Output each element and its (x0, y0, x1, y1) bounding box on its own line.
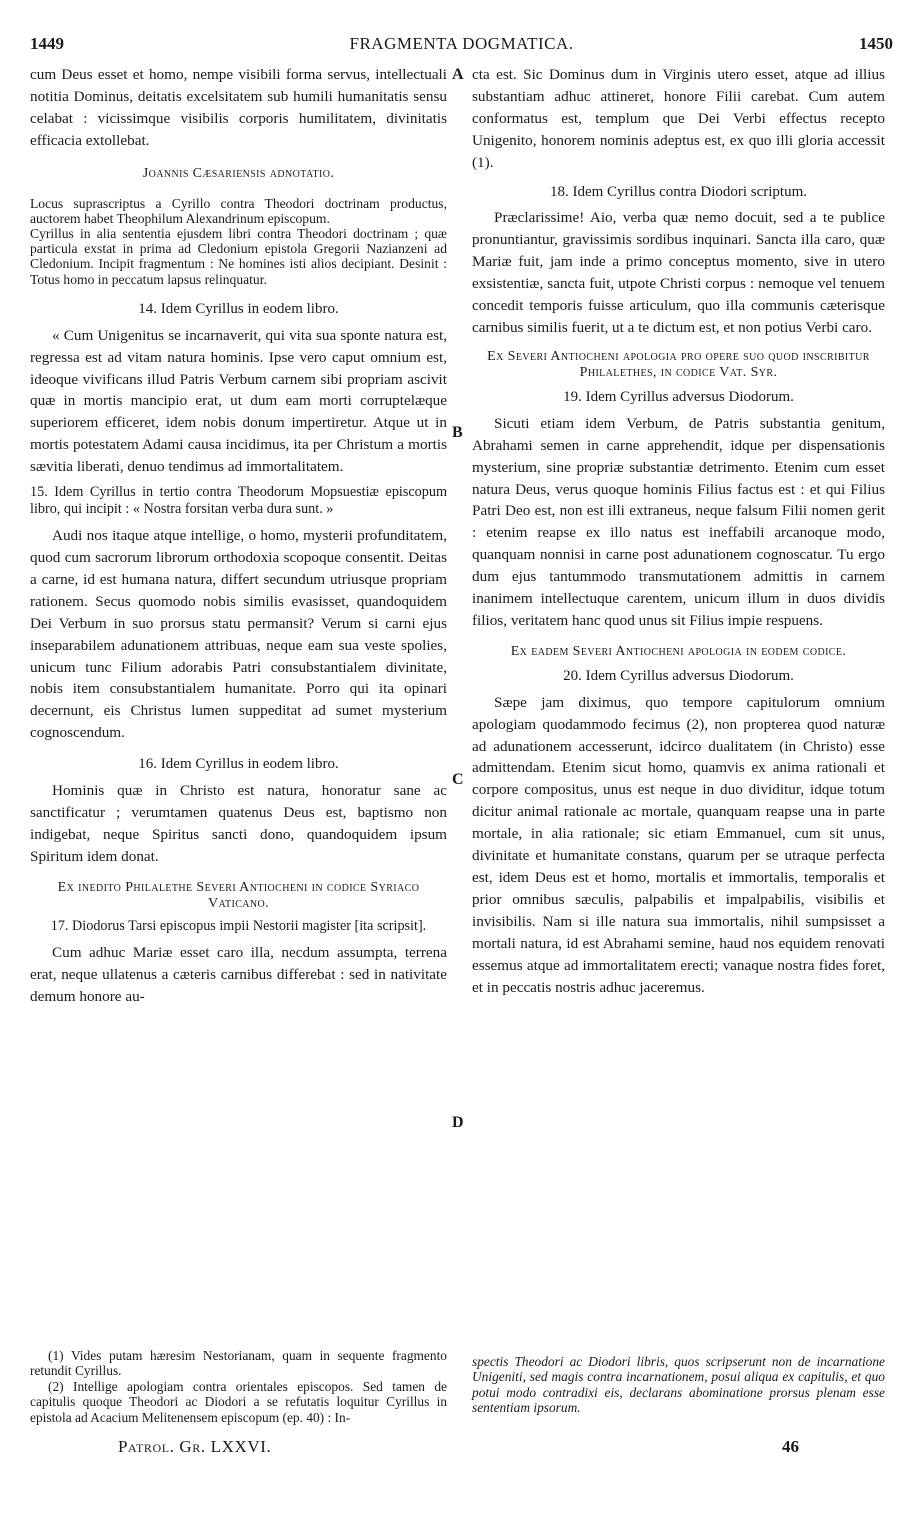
heading-fragment-15: 15. Idem Cyrillus in tertio contra Theodorum Mopsuestiæ episcopum libro, qui incipit : « Nostra forsitan verba dura sunt. » (30, 484, 447, 517)
heading-fragment-14: 14. Idem Cyrillus in eodem libro. (138, 300, 339, 317)
footnotes-left (30, 1348, 447, 1425)
heading-fragment-18: 18. Idem Cyrillus contra Diodori scriptum. (549, 183, 808, 200)
paragraph-intro: cum Deus esset et homo, nempe visibili forma servus, intellectuali notitia Dominus, deitatis excelsitatem sub humili humanitatis sensu celabat : vicissimque visibilis corporis humilitatem, divinitatis efficacia extollebat. (30, 66, 447, 149)
running-header (30, 34, 893, 58)
page-number-left: 1449 (30, 34, 64, 53)
margin-letter-c: C (452, 771, 464, 788)
margin-letter-b: B (452, 424, 463, 441)
margin-letter-d: D (452, 1114, 464, 1131)
paragraph-fragment-15: Audi nos itaque atque intellige, o homo, mysterii profunditatem, quod cum sacrorum librorum orthodoxia scopoque consentit. Deitas a carne, id est humana natura, differt secundum utriusque propriam rationem. Secus quomodo nobis similis evasisset, quandoquidem Dei Verbum in suo prorsus statu permansit? Verum si carni ejus inseparabilem adunationem attribuas, neque eam sua veste spolies, unicum tunc Filium adorabis Patri consubstantialem divinitate, nobis item consubstantialem humanitate. Porro qui ita opinari decernunt, eis Christus lumen suppeditat ad sumet mysterium cognoscendum. (30, 527, 447, 742)
paragraph-fragment-19: Sicuti etiam idem Verbum, de Patris substantia genitum, Abrahami semen in carne apprehendit, idque per dispensationis mysterium, sine propriæ substantiæ detrimento. Etenim cum esset natura Deus, verus quoque hominis Filius factus est : et qui Filius Patri Deo est, non est illi extraneus, neque falsum Filii nomen gerit : etenim reapse ex illo natus est ineffabili arcanoque modo, quanquam nonnisi in carne post adunationem cognoscatur. Tu ergo dum ejus tantummodo transmutationem admittis in carnem inanimem intellectuque carentem, unicum illum in duos dividis filios, veritatem hanc quod unus sit Filius impie respuens. (472, 414, 885, 629)
adnotatio-note-1: Locus suprascriptus a Cyrillo contra Theodori doctrinam productus, auctorem habet Theophilum Alexandrinum episcopum. (30, 195, 447, 226)
heading-fragment-20: 20. Idem Cyrillus adversus Diodorum. (563, 667, 794, 684)
paragraph-fragment-16: Hominis quæ in Christo est natura, honoratur sane ac sanctificatur ; verumtamen quatenus Deus est, baptismo non indigebat, neque Spiritus sancti dono, quandoquidem ipsum Spiritum idem donat. (30, 782, 447, 865)
adnotatio-block (30, 196, 447, 287)
page-number-right: 1450 (859, 34, 893, 53)
paragraph-continuation: cta est. Sic Dominus dum in Virginis utero esset, atque ad illius substantiam adhuc attineret, honore Filii carebat. Cum autem conformatus est, templum que Dei Verbi effectus recepto Unigenito, honorem nominis adeptus est, ex quo illi gloria accessit (1). (472, 66, 885, 171)
running-title: FRAGMENTA DOGMATICA. (349, 34, 574, 53)
paragraph-fragment-14: « Cum Unigenitus se incarnaverit, qui vita sua sponte natura est, regressa est ad vitam natura hominis. Ipse vero caput omnium est, ideoque vivificans illud Patris Verbum carnem sibi propriam ascivit quæ in mortis mancipio erat, ut dum eam morti corruptelæque superiorem efficeret, idem nobis donum impertiretur. Atque ut in mortis potestatem Adami causa incidimus, ita per Christum a mortis sævitia liberati, denuo tendimus ad immortalitatem. (30, 326, 447, 476)
footnote-2-continuation: spectis Theodori ac Diodori libris, quos scripserunt non de incarnatione Unigeniti, sed magis contra incarnationem, posui aliqua ex capitulis, et quo potui modo contradixi eis, declarans abominatione prorsus plenam esse sententiam ipsorum. (472, 1354, 885, 1416)
heading-ex-inedito: Ex inedito Philalethe Severi Antiocheni in codice Syriaco Vaticano. (57, 879, 420, 911)
heading-ex-severi-philalethes: Ex Severi Antiocheni apologia pro opere suo quod inscribitur Philalethes, in codice Vat. Syr. (487, 348, 870, 380)
adnotatio-note-2: Cyrillus in alia sententia ejusdem libri contra Theodori doctrinam ; quæ particula exstat in prima ad Cledonium epistola Gregorii Nazianzeni ad Cledonium. Incipit fragmentum : Ne homines isti alios decipiant. Desinit : Totus homo in peccatum lapsus relinquatur. (30, 226, 447, 287)
margin-letter-a: A (452, 66, 464, 83)
heading-fragment-16: 16. Idem Cyrillus in eodem libro. (138, 756, 339, 773)
paragraph-fragment-17: Cum adhuc Mariæ esset caro illa, necdum assumpta, terrena erat, neque ullatenus a cæteris carnibus differebat : sed in nativitate demum honore au- (30, 944, 447, 1005)
heading-fragment-19: 19. Idem Cyrillus adversus Diodorum. (563, 388, 794, 405)
left-column (30, 64, 447, 1008)
paragraph-fragment-20: Sæpe jam diximus, quo tempore capitulorum omnium apologiam quodammodo fecimus (2), non propterea quod naturæ ad adunationem accesserunt, idcirco dualitatem (in Christo) esse admittendam. Etenim sicut homo, quamvis ex anima rationali et corpore compositus, unus est neque in duo dividitur, idque totum dicitur animal rationale ac mortale, quanquam reapse una in parte mortale, in alia rationale; sic etiam Emmanuel, cum sit unus, divinitate et humanitate constans, quarum per se utraque perfecta est, idem Deus est et homo, mortalis et immortalis, temporalis et prior omnibus sæculis, palpabilis et impalpabilis, visibilis et invisibilis. Nam si ille natura sua immortalis, nihil sumpsisset a mortali natura, id est Abrahami semine, haud nos equidem renovati essemus atque ad immortalitatem erecti; vanaque nostra fides foret, et in peccatis nostris adhuc jaceremus. (472, 693, 885, 996)
sheet-number: 46 (782, 1437, 799, 1456)
signature-mark: Patrol. Gr. LXXVI. (118, 1437, 272, 1456)
footnote-1: (1) Vides putam hæresim Nestorianam, quam in sequente fragmento retundit Cyrillus. (30, 1348, 447, 1379)
heading-fragment-17: 17. Diodorus Tarsi episcopus impii Nestorii magister [ita scripsit]. (50, 917, 427, 934)
paragraph-fragment-18: Præclarissime! Aio, verba quæ nemo docuit, sed a te publice pronuntiantur, gravissimis sordibus inquinari. Sancta illa caro, quæ Mariæ fuit, jam inde a primo conceptus momento, sive in utero exsistentiæ, sancta fuit, utpote Christi corpus : nemoque vel tenuem concedit temporis fuisse articulum, quo illa communis cæterisque carnibus similis fuerit, ut a te dictum est, et non potius Verbi caro. (472, 209, 885, 336)
right-column (472, 64, 885, 998)
heading-joannis-adnotatio: Joannis Cæsariensis adnotatio. (142, 165, 335, 181)
footnote-2: (2) Intellige apologiam contra orientales episcopos. Sed tamen de capitulis quoque Theodori ac Diodori a se refutatis loquitur Cyrillus in epistola ad Acacium Melitenensem episcopum (ep. 40) : In- (30, 1378, 447, 1425)
heading-ex-eadem-severi: Ex eadem Severi Antiocheni apologia in eodem codice. (510, 643, 847, 659)
footnotes-right (472, 1354, 885, 1416)
